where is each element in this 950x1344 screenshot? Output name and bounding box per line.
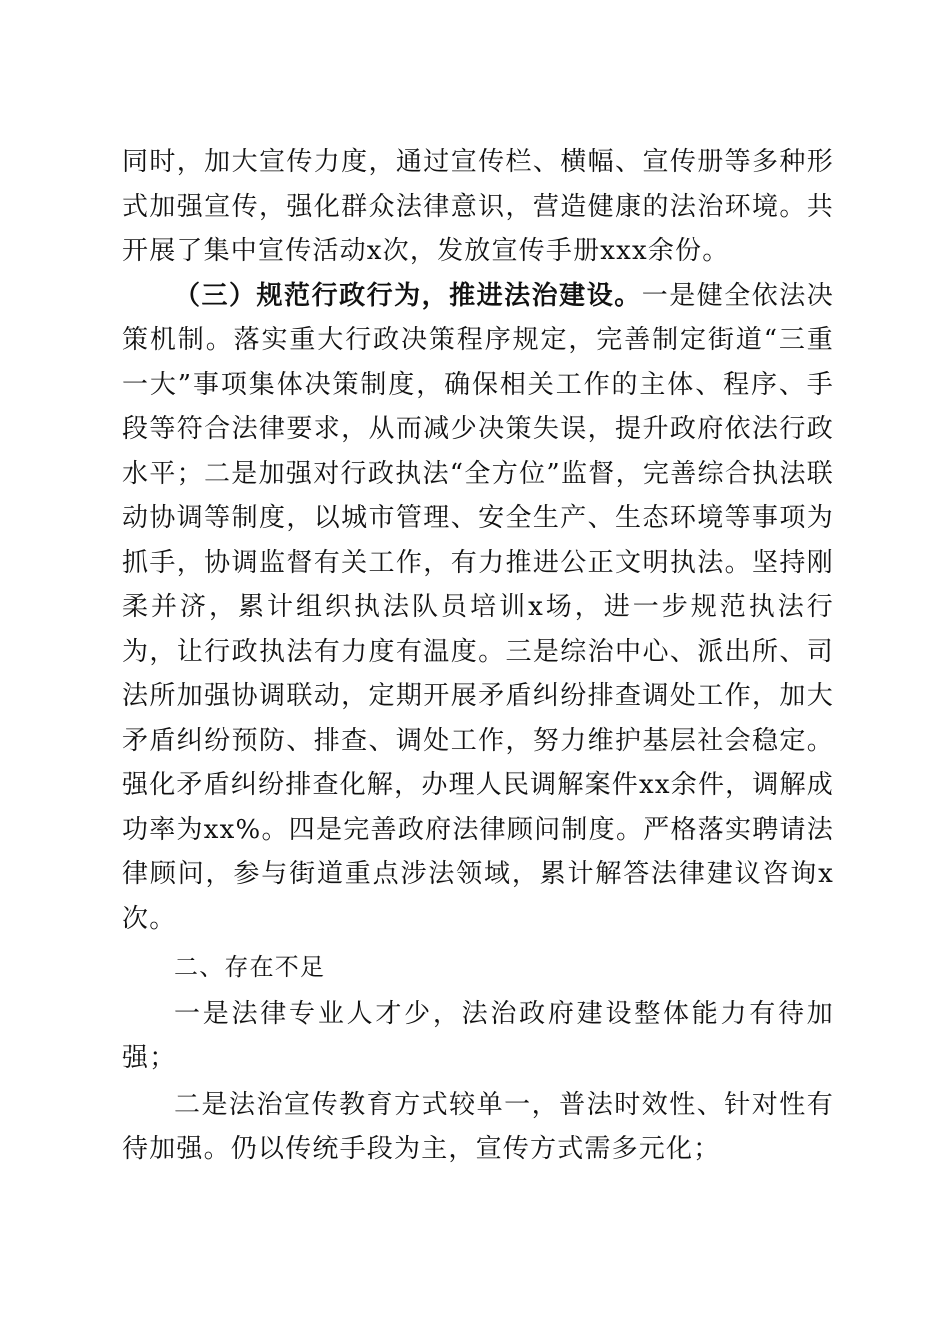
shortcoming-item-1: 一是法律专业人才少，法治政府建设整体能力有待加强； (122, 998, 834, 1073)
paragraph-section-three (122, 274, 834, 942)
section-two-heading: 二、存在不足 (174, 953, 326, 981)
document-body (122, 140, 834, 1172)
paragraph-publicity-continuation: 同时，加大宣传力度，通过宣传栏、横幅、宣传册等多种形式加强宣传，强化群众法律意识，营造健康的法治环境。共开展了集中宣传活动x次，发放宣传手册xxx余份。 (122, 147, 834, 266)
section-three-body: 一是健全依法决策机制。落实重大行政决策程序规定，完善制定街道“三重一大”事项集体决策制度，确保相关工作的主体、程序、手段等符合法律要求，从而减少决策失误，提升政府依法行政水平；二是加强对行政执法“全方位”监督，完善综合执法联动协调等制度，以城市管理、安全生产、生态环境等事项为抓手，协调监督有关工作，有力推进公正文明执法。坚持刚柔并济，累计组织执法队员培训x场，进一步规范执法行为，让行政执法有力度有温度。三是综治中心、派出所、司法所加强协调联动，定期开展矛盾纠纷排查调处工作，加大矛盾纠纷预防、排查、调处工作，努力维护基层社会稳定。强化矛盾纠纷排查化解，办理人民调解案件xx余件，调解成功率为xx%。四是完善政府法律顾问制度。严格落实聘请法律顾问，参与街道重点涉法领域，累计解答法律建议咨询x次。 (122, 280, 834, 934)
section-three-heading: （三）规范行政行为，推进法治建设。 (174, 280, 642, 311)
shortcoming-item-2: 二是法治宣传教育方式较单一，普法时效性、针对性有待加强。仍以传统手段为主，宣传方式需多元化； (122, 1089, 834, 1164)
